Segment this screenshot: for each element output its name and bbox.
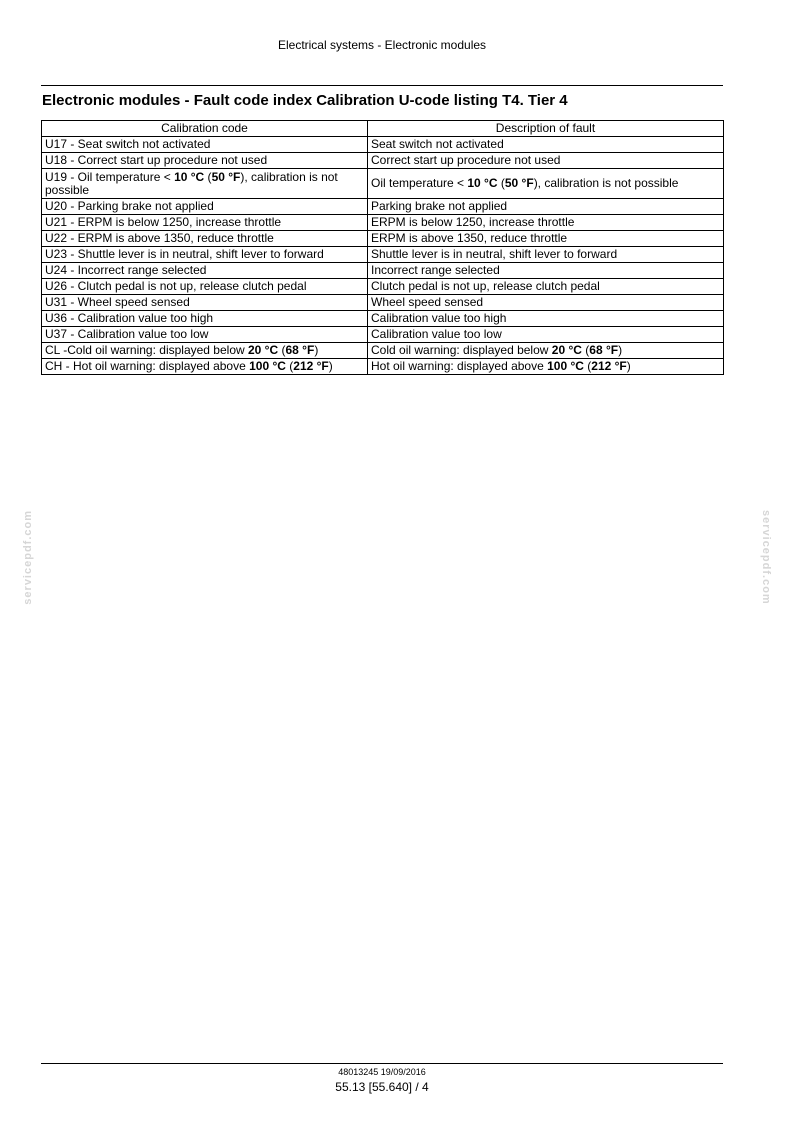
text-run: ERPM is above 1350, reduce throttle (371, 231, 568, 245)
table-row (42, 279, 724, 295)
value-emphasis: 100 °C (547, 359, 584, 373)
page-number: 55.13 [55.640] / 4 (335, 1080, 429, 1094)
bottom-divider (41, 1063, 723, 1064)
table-row (42, 169, 724, 199)
calibration-code-cell (42, 137, 368, 153)
text-run: Hot oil warning: displayed above (371, 359, 548, 373)
text-run: U22 - ERPM is above 1350, reduce throttle (45, 231, 274, 245)
text-run: Parking brake not applied (371, 199, 508, 213)
text-run: Seat switch not activated (371, 137, 504, 151)
calibration-code-cell (42, 343, 368, 359)
table-row (42, 359, 724, 375)
calibration-code-cell (42, 169, 368, 199)
table-row (42, 231, 724, 247)
text-run: ( (278, 343, 286, 357)
fault-description-cell (368, 359, 724, 375)
text-run: Oil temperature < (371, 176, 468, 190)
table-body (42, 137, 724, 375)
text-run: ERPM is below 1250, increase throttle (371, 215, 575, 229)
text-run: ) (618, 343, 623, 357)
text-run: U24 - Incorrect range selected (45, 263, 207, 277)
text-run: U23 - Shuttle lever is in neutral, shift lever to forward (45, 247, 324, 261)
text-run: Shuttle lever is in neutral, shift lever to forward (371, 247, 618, 261)
value-emphasis: 10 °C (467, 176, 498, 190)
fault-description-cell (368, 231, 724, 247)
fault-description-cell (368, 215, 724, 231)
fault-code-table (41, 120, 724, 375)
watermark-left: servicepdf.com (22, 510, 34, 605)
fault-description-cell (368, 199, 724, 215)
value-emphasis: 20 °C (248, 343, 279, 357)
text-run: U17 - Seat switch not activated (45, 137, 211, 151)
calibration-code-cell (42, 153, 368, 169)
fault-description-cell (368, 343, 724, 359)
table-row (42, 247, 724, 263)
calibration-code-cell (42, 263, 368, 279)
calibration-code-cell (42, 311, 368, 327)
text-run: CH - Hot oil warning: displayed above (45, 359, 250, 373)
value-emphasis: 50 °F (504, 176, 534, 190)
value-emphasis: 10 °C (174, 169, 205, 184)
calibration-code-cell (42, 199, 368, 215)
section-title: Electronic modules - Fault code index Calibration U-code listing T4. Tier 4 (42, 92, 568, 109)
text-run: ) (328, 359, 333, 373)
fault-description-cell (368, 327, 724, 343)
column-header-description: Description of fault (368, 121, 724, 137)
text-run: Incorrect range selected (371, 263, 500, 277)
fault-description-cell (368, 311, 724, 327)
text-run: ( (285, 359, 294, 373)
calibration-code-cell (42, 359, 368, 375)
calibration-code-cell (42, 327, 368, 343)
fault-description-cell (368, 153, 724, 169)
value-emphasis: 212 °F (591, 359, 627, 373)
text-run: U20 - Parking brake not applied (45, 199, 214, 213)
fault-description-cell (368, 279, 724, 295)
table-row (42, 137, 724, 153)
text-run: U19 - Oil temperature < (45, 169, 175, 184)
fault-description-cell (368, 295, 724, 311)
calibration-code-cell (42, 279, 368, 295)
table-row (42, 343, 724, 359)
table-row (42, 263, 724, 279)
table-row (42, 295, 724, 311)
column-header-calibration-code: Calibration code (42, 121, 368, 137)
text-run: CL -Cold oil warning: displayed below (45, 343, 248, 357)
text-run: U37 - Calibration value too low (45, 327, 209, 341)
table-row (42, 153, 724, 169)
text-run: ( (497, 176, 505, 190)
watermark-right: servicepdf.com (760, 510, 772, 605)
value-emphasis: 68 °F (285, 343, 315, 357)
value-emphasis: 100 °C (249, 359, 286, 373)
table-row (42, 215, 724, 231)
text-run: U31 - Wheel speed sensed (45, 295, 190, 309)
calibration-code-cell (42, 231, 368, 247)
text-run: ), calibration is not possible (533, 176, 679, 190)
text-run: Cold oil warning: displayed below (371, 343, 552, 357)
table-row (42, 311, 724, 327)
text-run: ( (581, 343, 590, 357)
value-emphasis: 50 °F (211, 169, 241, 184)
table-header-row (42, 121, 724, 137)
text-run: ), calibration is not possible (45, 169, 338, 197)
fault-description-cell (368, 169, 724, 199)
text-run: U18 - Correct start up procedure not used (45, 153, 268, 167)
text-run: ( (583, 359, 592, 373)
text-run: Calibration value too low (371, 327, 502, 341)
text-run: Correct start up procedure not used (371, 153, 561, 167)
page-header: Electrical systems - Electronic modules (277, 38, 487, 52)
fault-description-cell (368, 263, 724, 279)
calibration-code-cell (42, 295, 368, 311)
calibration-code-cell (42, 215, 368, 231)
text-run: Clutch pedal is not up, release clutch pedal (371, 279, 600, 293)
value-emphasis: 20 °C (551, 343, 582, 357)
top-divider (41, 85, 723, 86)
table-row (42, 327, 724, 343)
fault-description-cell (368, 247, 724, 263)
calibration-code-cell (42, 247, 368, 263)
fault-description-cell (368, 137, 724, 153)
value-emphasis: 212 °F (293, 359, 329, 373)
text-run: Calibration value too high (371, 311, 507, 325)
text-run: ( (204, 169, 212, 184)
document-reference: 48013245 19/09/2016 (338, 1067, 426, 1077)
text-run: ) (626, 359, 631, 373)
value-emphasis: 68 °F (589, 343, 619, 357)
table-row (42, 199, 724, 215)
text-run: U36 - Calibration value too high (45, 311, 214, 325)
text-run: Wheel speed sensed (371, 295, 484, 309)
text-run: U21 - ERPM is below 1250, increase throttle (45, 215, 282, 229)
text-run: ) (314, 343, 319, 357)
text-run: U26 - Clutch pedal is not up, release clutch pedal (45, 279, 307, 293)
